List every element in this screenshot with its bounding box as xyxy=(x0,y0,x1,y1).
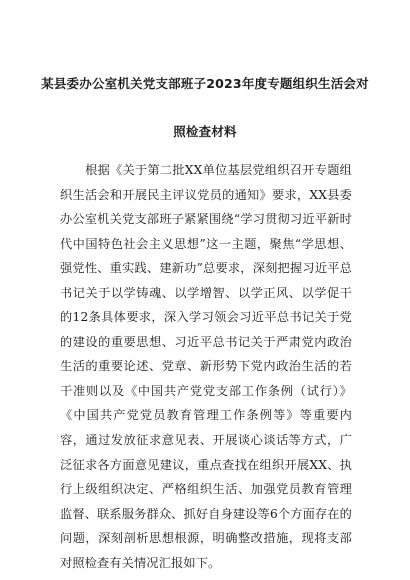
body-paragraph xyxy=(60,158,352,575)
body-paragraph-text: 根据《关于第二批XX单位基层党组织召开专题组织生活会和开展民主评议党员的通知》要求，XX县委办公室机关党支部班子紧紧围绕“学习贯彻习近平新时代中国特色社会主义思想”这一主题，聚焦“学思想、强党性、重实践、建新功”总要求，深刻把握习近平总书记关于以学铸魂、以学增智、以学正风、以学促干的12条具体要求，深入学习领会习近平总书记关于党的建设的重要思想、习近平总书记关于严肃党内政治生活的重要论述、党章、新形势下党内政治生活的若干准则以及《中国共产党党支部工作条例（试行）》《中国共产党党员教育管理工作条例等》等重要内容，通过发放征求意见表、开展谈心谈话等方式，广泛征求各方面意见建议，重点查找在组织开展XX、执行上级组织决定、严格组织生活、加强党员教育管理监督、联系服务群众、抓好自身建设等6个方面存在的问题，深刻剖析思想根源，明确整改措施，现将支部对照检查有关情况汇报如下。 xyxy=(60,163,352,570)
document-title-line2: 照检查材料 xyxy=(173,124,237,139)
document-title-line1: 某县委办公室机关党支部班子2023年度专题组织生活会对 xyxy=(41,76,369,91)
